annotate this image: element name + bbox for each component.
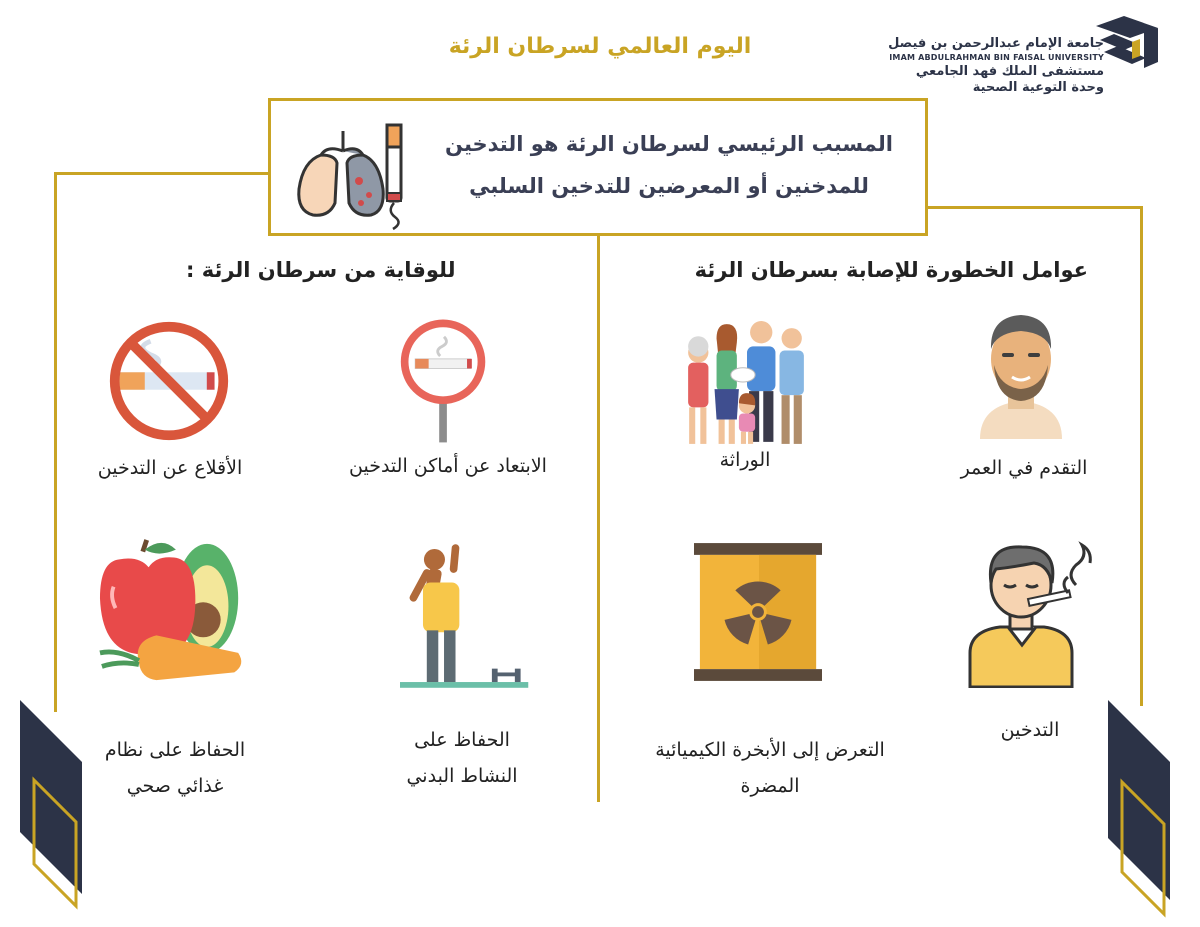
university-logo-icon xyxy=(1094,16,1160,70)
frame-left-top xyxy=(54,172,268,175)
university-name-ar: جامعة الإمام عبدالرحمن بن فيصل xyxy=(888,36,1104,51)
prevent-avoid-label: الابتعاد عن أماكن التدخين xyxy=(349,455,547,477)
main-cause-text xyxy=(429,123,909,207)
prevent-diet-line1: الحفاظ على نظام xyxy=(104,739,246,761)
main-cause-line1: المسبب الرئيسي لسرطان الرئة هو التدخين xyxy=(445,132,893,156)
smoker-icon xyxy=(964,536,1104,688)
main-cause-line2: للمدخنين أو المعرضين للتدخين السلبي xyxy=(469,174,869,198)
main-cause-box xyxy=(268,98,928,236)
risk-age-label: التقدم في العمر xyxy=(960,457,1088,479)
risk-heredity-label: الوراثة xyxy=(719,449,771,471)
page-title: اليوم العالمي لسرطان الرئة xyxy=(448,34,752,59)
no-cigarette-icon xyxy=(106,318,232,444)
frame-right-vertical xyxy=(1140,206,1143,706)
radioactive-barrel-icon xyxy=(694,540,822,684)
risk-chemicals-label xyxy=(610,732,930,804)
center-divider xyxy=(597,236,600,802)
healthy-food-icon xyxy=(92,538,252,684)
health-awareness-unit: وحدة التوعية الصحية xyxy=(972,80,1104,95)
exercise-icon xyxy=(400,540,534,692)
prevent-activity-line2: النشاط البدني xyxy=(406,765,518,787)
corner-decoration-left xyxy=(20,700,90,910)
risk-factors-heading: عوامل الخطورة للإصابة بسرطان الرئة xyxy=(694,258,1088,282)
frame-right-top xyxy=(928,206,1143,209)
prevention-heading: للوقاية من سرطان الرئة : xyxy=(186,258,456,282)
prevent-quit-label: الأقلاع عن التدخين xyxy=(97,457,243,479)
family-icon xyxy=(680,318,812,450)
prevent-activity-label xyxy=(350,722,574,794)
prevent-activity-line1: الحفاظ على xyxy=(414,729,510,751)
damaged-lungs-cigarette-icon xyxy=(287,111,417,231)
risk-chemicals-line1: التعرض إلى الأبخرة الكيميائية xyxy=(655,739,885,761)
elderly-man-icon xyxy=(966,306,1076,442)
frame-left-vertical xyxy=(54,172,57,712)
hospital-name: مستشفى الملك فهد الجامعي xyxy=(915,64,1104,79)
corner-decoration-right xyxy=(1108,700,1178,920)
prevent-diet-label xyxy=(60,732,290,804)
risk-chemicals-line2: المضرة xyxy=(740,775,800,797)
no-smoking-sign-icon xyxy=(396,316,492,444)
prevent-diet-line2: غذائي صحي xyxy=(126,775,224,797)
risk-smoking-label: التدخين xyxy=(1000,719,1060,741)
university-name-en: IMAM ABDULRAHMAN BIN FAISAL UNIVERSITY xyxy=(889,53,1104,62)
university-logo-text xyxy=(884,36,1104,96)
